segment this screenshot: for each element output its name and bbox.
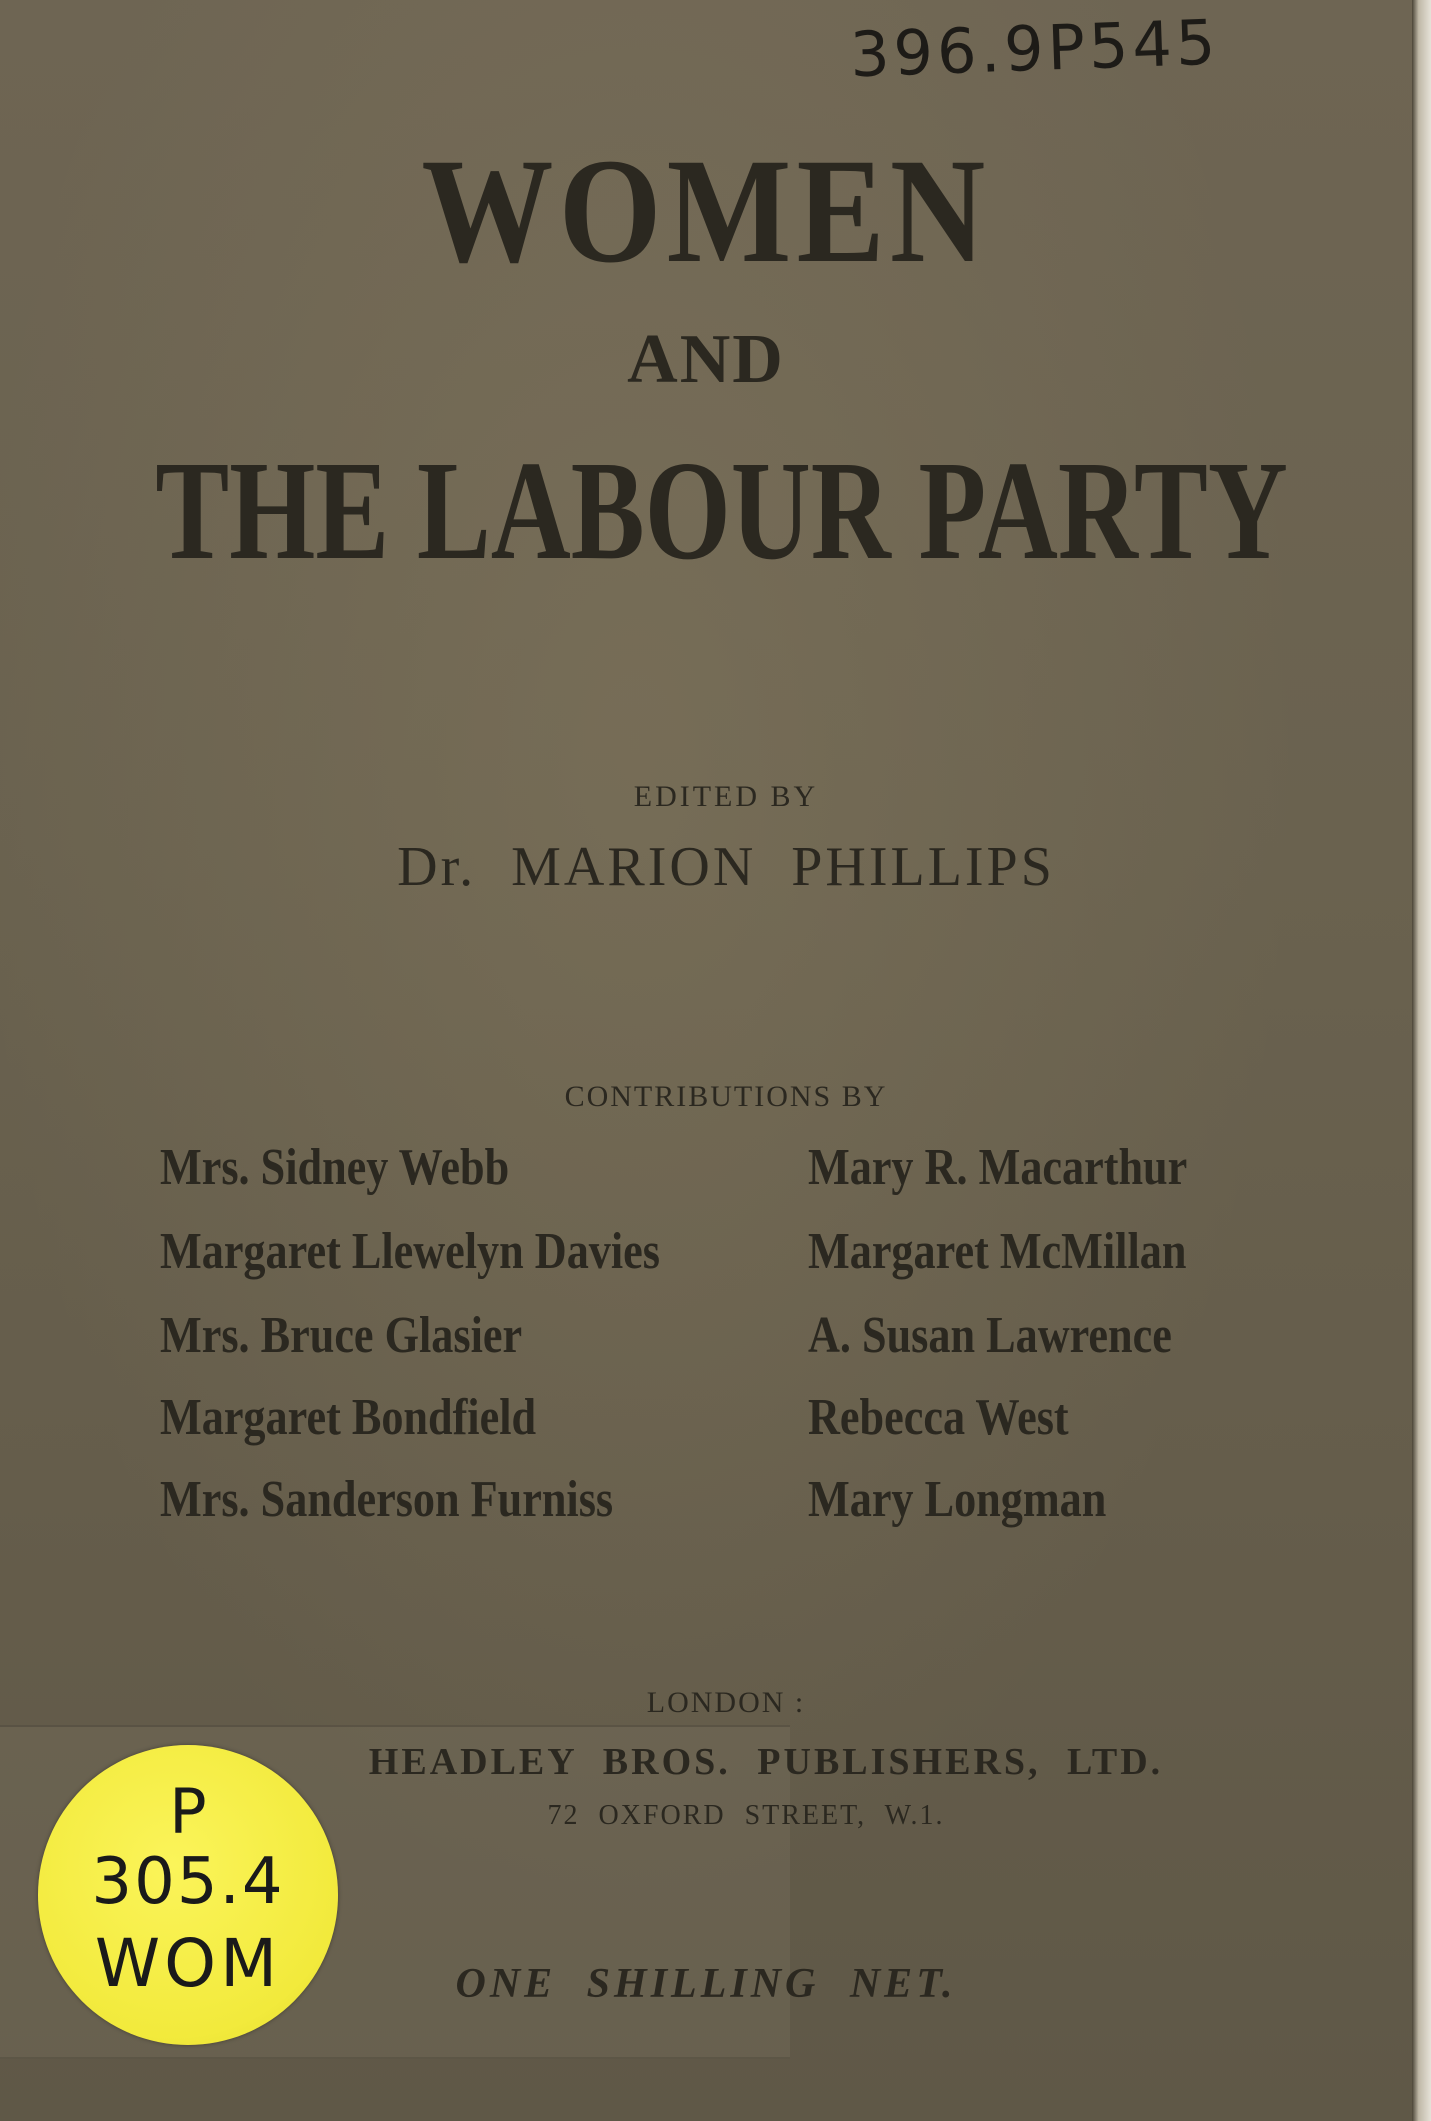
contributor-right-5: Mary Longman	[808, 1471, 1107, 1528]
title-and: AND	[627, 321, 785, 398]
edited-by-label: EDITED BY	[633, 780, 819, 813]
publication-place: LONDON :	[646, 1686, 806, 1719]
library-sticker	[38, 1745, 338, 2045]
contributor-right-4: Rebecca West	[808, 1389, 1069, 1446]
sticker-line-3: WOM	[94, 1925, 282, 2002]
contributor-left-4: Margaret Bondfield	[160, 1389, 537, 1446]
handwritten-call-number: 396.9P545	[848, 5, 1221, 92]
sticker-line-1: P	[169, 1775, 207, 1848]
publisher-name: HEADLEY BROS. PUBLISHERS, LTD.	[368, 1741, 1164, 1783]
title-women: WOMEN	[421, 128, 991, 294]
editor-name: Dr. MARION PHILLIPS	[397, 836, 1055, 898]
contributor-left-2: Margaret Llewelyn Davies	[160, 1223, 660, 1280]
contributor-left-1: Mrs. Sidney Webb	[160, 1139, 510, 1196]
contributor-left-3: Mrs. Bruce Glasier	[160, 1307, 523, 1364]
price: ONE SHILLING NET.	[455, 1961, 957, 2007]
contributions-label: CONTRIBUTIONS BY	[564, 1080, 888, 1113]
publisher-address: 72 OXFORD STREET, W.1.	[547, 1800, 945, 1831]
contributor-right-1: Mary R. Macarthur	[808, 1139, 1188, 1196]
contributor-right-2: Margaret McMillan	[808, 1223, 1187, 1280]
contributor-left-5: Mrs. Sanderson Furniss	[160, 1471, 614, 1528]
sticker-line-2: 305.4	[91, 1845, 285, 1919]
contributor-right-3: A. Susan Lawrence	[808, 1307, 1172, 1364]
title-labour-party: THE LABOUR PARTY	[155, 431, 1288, 589]
page-edge	[1412, 0, 1431, 2121]
